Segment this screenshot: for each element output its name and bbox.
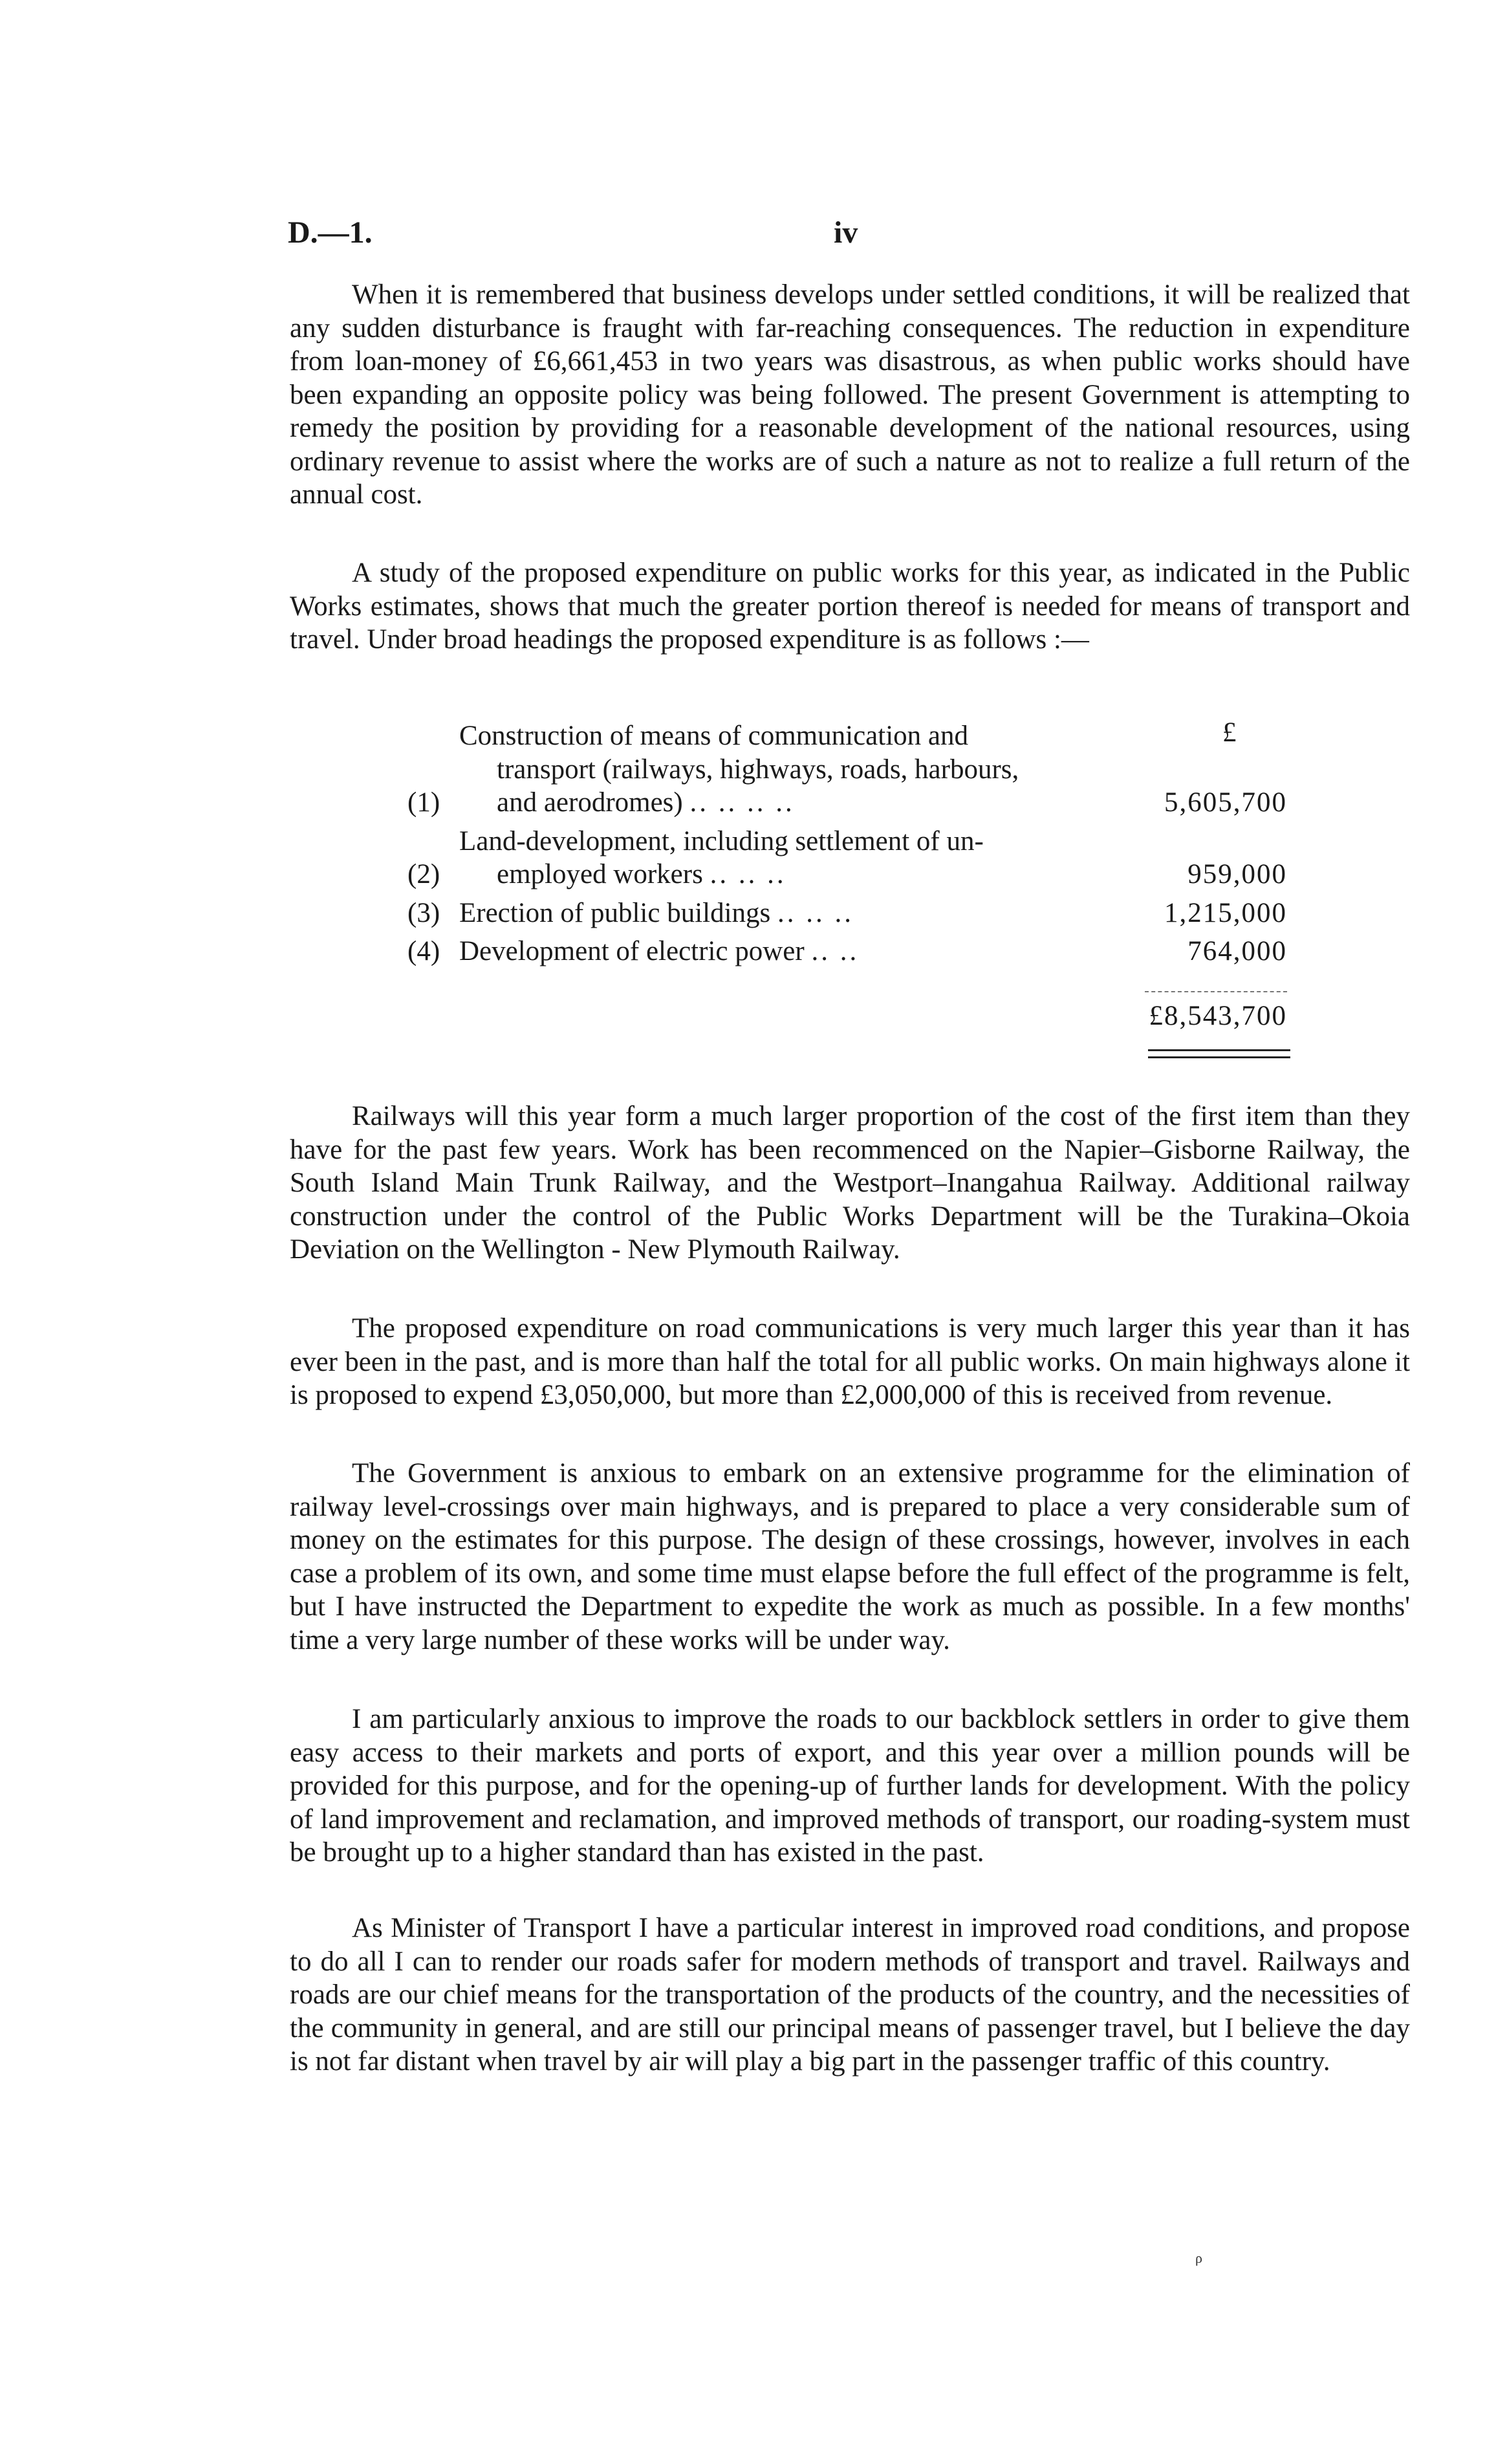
item-description [459, 825, 1148, 891]
item-line: employed workers [497, 859, 703, 889]
item-amount: 764,000 [1187, 936, 1287, 966]
expenditure-item [407, 897, 1287, 930]
sum-rule [1145, 991, 1287, 992]
item-line: and aerodromes) [497, 787, 683, 818]
item-line-with-leader [459, 786, 1148, 820]
item-description [459, 719, 1148, 820]
leader-dots: .. .. .. [777, 897, 854, 928]
expenditure-item [407, 825, 1287, 891]
item-line: Construction of means of communication and [459, 721, 968, 751]
item-number: (3) [407, 897, 440, 928]
item-description [459, 935, 1148, 968]
page-number: iv [834, 215, 858, 250]
item-description [459, 897, 1148, 930]
item-amount: 959,000 [1187, 859, 1287, 889]
leader-dots: .. .. .. [710, 859, 786, 889]
paragraph-level-crossings: The Government is anxious to embark on an extensive programme for the elimination of railway level-crossings over main highways, and is prepared to place a very considerable sum of money on the estimates for this purpose. The design of these crossings, however, involves in each case a problem of its own, and some time must elapse before the full effect of the programme is felt, but I have instructed the Department to expedite the work as much as possible. In a few months' time a very large number of these works will be under way. [290, 1458, 1410, 1655]
item-amount: 1,215,000 [1164, 897, 1287, 928]
expenditure-total: £8,543,700 [1149, 1001, 1287, 1031]
paragraph-business-disturbance: When it is remembered that business develops under settled conditions, it will be realized that any sudden disturbance is fraught with far-reaching consequences. The reduction in expenditure from loan-money of £6,661,453 in two years was disastrous, as when public works should have been expanding an opposite policy was being followed. The present Government is attempting to remedy the position by providing for a reasonable development of the national resources, using ordinary revenue to assist where the works are of such a nature as not to realize a full return of the annual cost. [290, 279, 1410, 510]
item-line: transport (railways, highways, roads, harbours, [497, 754, 1019, 785]
item-amount: 5,605,700 [1164, 787, 1287, 818]
currency-column-header: £ [1222, 717, 1237, 748]
paragraph-minister-of-transport: As Minister of Transport I have a particular interest in improved road conditions, and propose to do all I can to render our roads safer for modern methods of transport and travel. Railways and roads are our chief means for the transportation of the products of the country, and the necessities of the community in general, and are still our principal means of passenger travel, but I believe the day is not far distant when travel by air will play a big part in the passenger traffic of this country. [290, 1913, 1410, 2077]
item-line-with-leader [459, 858, 1148, 891]
document-code: D.—1. [288, 215, 373, 250]
paragraph-road-communications: The proposed expenditure on road communications is very much larger this year than it has ever been in the past, and is more than half the total for all public works. On main highways alone it is proposed to expend £3,050,000, but more than £2,000,000 of this is received from revenue. [290, 1313, 1410, 1410]
expenditure-item [407, 935, 1287, 968]
item-line: Land-development, including settlement of un- [459, 825, 984, 856]
leader-dots: .. .. [811, 936, 860, 966]
item-number: (1) [407, 787, 440, 818]
expenditure-item [407, 719, 1287, 820]
total-double-rule [1148, 1049, 1290, 1058]
item-number: (4) [407, 936, 440, 966]
leader-dots: .. .. .. .. [689, 787, 795, 818]
paragraph-railways: Railways will this year form a much larger proportion of the cost of the first item than they have for the past few years. Work has been recommenced on the Napier–Gisborne Railway, the South Island Main Trunk Railway, and the Westport–Inangahua Railway. Additional railway construction under the control of the Public Works Department will be the Turakina–Okoia Deviation on the Wellington - New Plymouth Railway. [290, 1101, 1410, 1265]
paragraph-backblock-roads: I am particularly anxious to improve the roads to our backblock settlers in order to give them easy access to their markets and ports of export, and this year over a million pounds will be provided for this purpose, and for the opening-up of further lands for development. With the policy of land improvement and reclamation, and improved methods of transport, our roading-system must be brought up to a higher standard than has existed in the past. [290, 1704, 1410, 1868]
marginal-mark: ρ [1195, 2250, 1202, 2266]
paragraph-proposed-expenditure: A study of the proposed expenditure on public works for this year, as indicated in the Public Works estimates, shows that much the greater portion thereof is needed for means of transport and travel. Under broad headings the proposed expenditure is as follows :— [290, 558, 1410, 655]
item-line: Erection of public buildings [459, 897, 771, 928]
item-number: (2) [407, 859, 440, 889]
expenditure-list [407, 719, 1287, 974]
page-header [288, 215, 1413, 260]
item-line: Development of electric power [459, 936, 805, 966]
